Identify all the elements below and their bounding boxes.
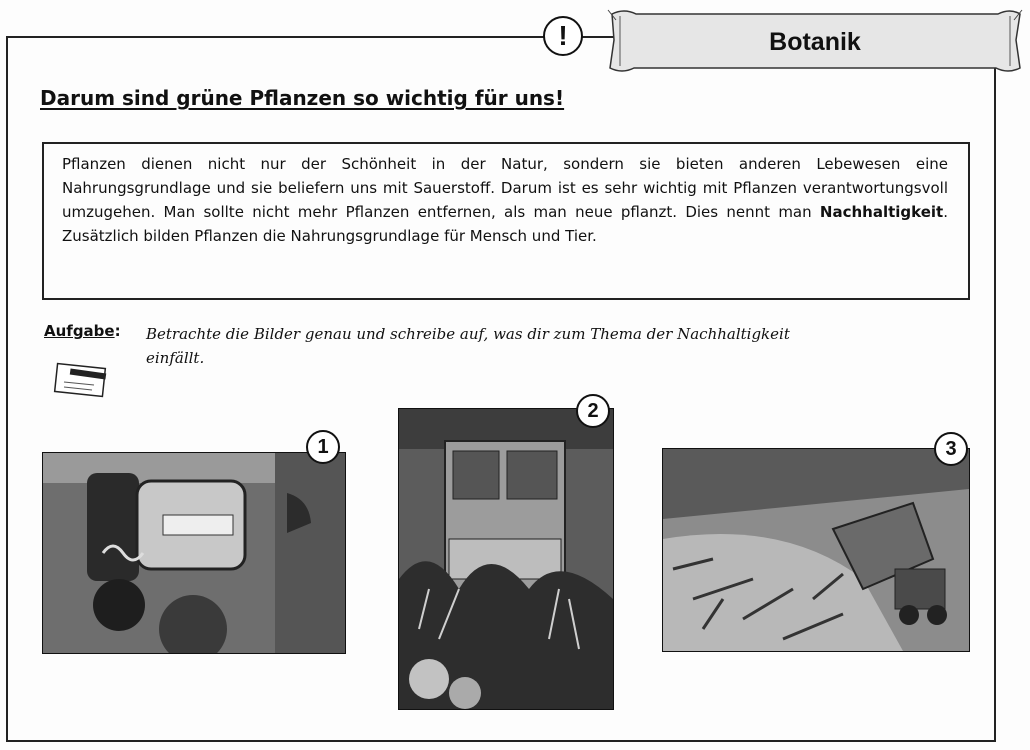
task-label-colon: : <box>114 322 121 340</box>
task-instruction: Betrachte die Bilder genau und schreibe auf, was dir zum Thema der Nachhaltigkeit einfällt. <box>146 325 790 367</box>
info-text-part1: Pflanzen dienen nicht nur der Schönheit in der Natur, sondern sie bieten anderen Lebewesen eine Nahrungsgrundlage und sie beliefern uns mit Sauerstoff. Darum ist es sehr wichtig mit Pflanzen verantwortungsvoll umzugehen. Man sollte nicht mehr Pflanzen entfernen, als man neue pflanzt. Dies nennt man <box>62 155 948 221</box>
image-number-badge: 3 <box>934 432 968 466</box>
info-text-part2: . Zusätzlich bilden Pflanzen die Nahrungsgrundlage für Mensch und Tier. <box>62 203 948 245</box>
photo-biodiesel <box>42 452 346 654</box>
subject-title: Botanik <box>769 28 861 56</box>
image-number-badge: 1 <box>306 430 340 464</box>
biodiesel-fuel-cap-photo <box>43 453 345 653</box>
paper-recycling-truck-photo <box>663 449 969 651</box>
subject-banner <box>606 6 1024 76</box>
writing-pen-icon <box>52 360 112 398</box>
task-label <box>44 322 121 340</box>
exclamation-icon: ! <box>543 16 583 56</box>
discarded-furniture-in-plants-photo <box>399 409 613 709</box>
task-label-text: Aufgabe <box>44 322 115 340</box>
key-term: Nachhaltigkeit <box>819 203 944 221</box>
image-number-badge: 2 <box>576 394 610 428</box>
info-box <box>42 142 970 300</box>
photo-furniture <box>398 408 614 710</box>
photo-recycling <box>662 448 970 652</box>
info-paragraph <box>62 152 948 248</box>
page-title: Darum sind grüne Pflanzen so wichtig für uns! <box>40 86 565 110</box>
